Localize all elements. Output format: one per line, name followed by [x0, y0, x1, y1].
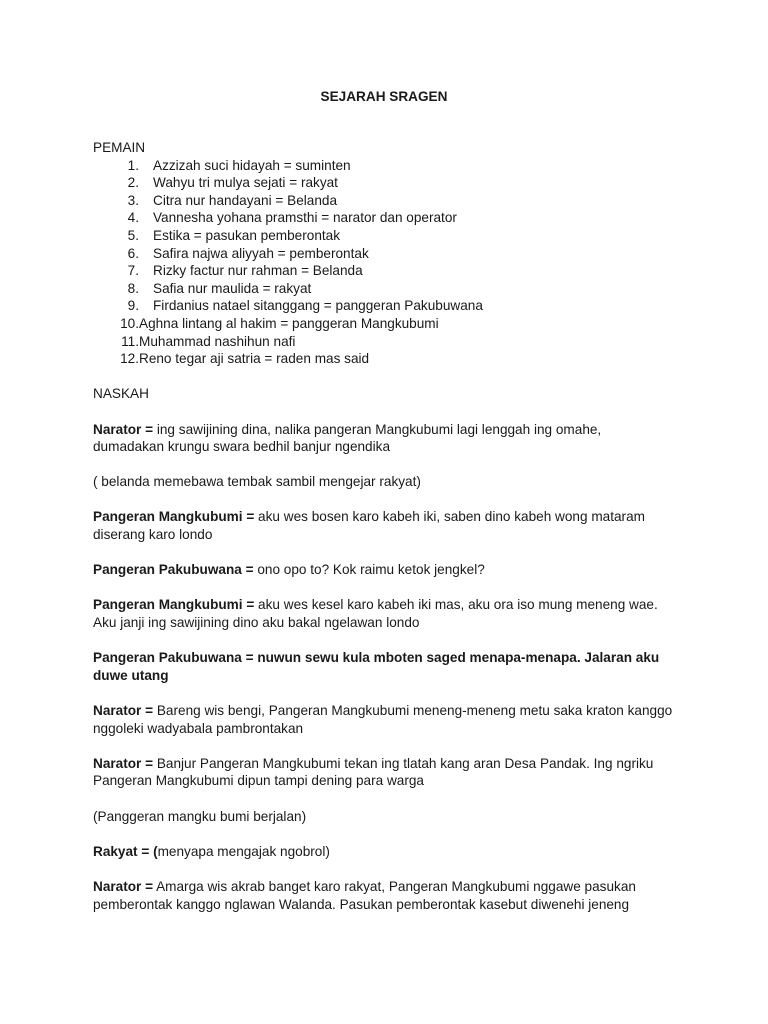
- speaker-label: Pangeran Mangkubumi =: [93, 597, 255, 613]
- dialogue-text: Banjur Pangeran Mangkubumi tekan ing tlatah kang aran Desa Pandak. Ing ngriku Pangeran Mangkubumi dipun tampi dening para warga: [93, 755, 654, 789]
- cast-item: [93, 157, 673, 175]
- stage-direction: [93, 808, 673, 826]
- cast-item: [93, 174, 673, 192]
- cast-number: 10.: [120, 315, 139, 331]
- speaker-label: Pangeran Pakubuwana =: [93, 562, 254, 578]
- script-paragraph: [93, 755, 673, 790]
- cast-text: Azzizah suci hidayah = suminten: [153, 157, 351, 173]
- cast-text: Vannesha yohana pramsthi = narator dan operator: [153, 210, 457, 226]
- speaker-label: Pangeran Mangkubumi =: [93, 509, 255, 525]
- cast-item: [93, 297, 673, 315]
- cast-number: 2.: [127, 175, 139, 191]
- document-body: [93, 139, 673, 913]
- cast-number: 11.: [121, 333, 139, 349]
- stage-direction: [93, 473, 673, 491]
- cast-number: 5.: [127, 227, 139, 243]
- script-paragraph: [93, 878, 673, 913]
- speaker-label: Narator =: [93, 703, 154, 718]
- cast-item: [93, 245, 673, 263]
- dialogue-text: (Panggeran mangku bumi berjalan): [93, 808, 307, 824]
- dialogue-text: aku wes kesel karo kabeh iki mas, aku ora iso mung meneng wae. Aku janji ing sawijining dino aku bakal ngelawan londo: [93, 597, 658, 631]
- dialogue-text: Bareng wis bengi, Pangeran Mangkubumi meneng-meneng metu saka kraton kanggo nggoleki wadyabala pambrontakan: [93, 703, 673, 736]
- cast-text: Muhammad nashihun nafi: [139, 333, 296, 349]
- document-title: SEJARAH SRAGEN: [320, 89, 448, 104]
- cast-text: Aghna lintang al hakim = panggeran Mangkubumi: [139, 315, 439, 331]
- script-paragraph: [93, 649, 673, 684]
- cast-number: 4.: [127, 210, 139, 226]
- cast-heading: PEMAIN: [93, 140, 146, 155]
- cast-item: [93, 192, 673, 210]
- speaker-label: Narator =: [93, 421, 154, 437]
- speaker-label: Narator =: [93, 878, 154, 894]
- cast-text: Citra nur handayani = Belanda: [153, 192, 338, 208]
- cast-item: [93, 209, 673, 227]
- cast-number: 3.: [127, 192, 139, 208]
- script-heading: NASKAH: [93, 386, 149, 402]
- cast-text: Safia nur maulida = rakyat: [153, 280, 312, 296]
- dialogue-text: aku wes bosen karo kabeh iki, saben dino kabeh wong mataram diserang karo londo: [93, 509, 645, 543]
- script-paragraph: [93, 561, 673, 579]
- cast-item: [93, 227, 673, 245]
- speaker-label: Narator =: [93, 755, 154, 771]
- speaker-label: Rakyat = (: [93, 843, 158, 859]
- cast-number: 12.: [120, 351, 139, 367]
- cast-text: Safira najwa aliyyah = pemberontak: [153, 245, 369, 261]
- cast-number: 9.: [127, 298, 139, 314]
- cast-item: [93, 280, 673, 298]
- cast-number: 7.: [127, 263, 139, 279]
- cast-item: [93, 350, 673, 368]
- cast-text: Wahyu tri mulya sejati = rakyat: [153, 175, 338, 191]
- cast-item: [93, 262, 673, 280]
- dialogue-text: ( belanda memebawa tembak sambil mengejar rakyat): [93, 474, 421, 490]
- cast-number: 8.: [127, 280, 139, 296]
- script-paragraph: [93, 702, 673, 737]
- cast-list: [93, 157, 673, 368]
- dialogue-text: ing sawijining dina, nalika pangeran Mangkubumi lagi lenggah ing omahe, dumadakan krungu swara bedhil banjur ngendika: [93, 421, 602, 455]
- cast-text: Estika = pasukan pemberontak: [153, 227, 341, 243]
- script-paragraph: [93, 596, 673, 631]
- cast-number: 1.: [127, 157, 139, 173]
- cast-text: Reno tegar aji satria = raden mas said: [139, 351, 370, 367]
- cast-item: [93, 315, 673, 333]
- cast-number: 6.: [127, 245, 139, 261]
- cast-text: Rizky factur nur rahman = Belanda: [153, 263, 363, 279]
- dialogue-text: Amarga wis akrab banget karo rakyat, Pangeran Mangkubumi nggawe pasukan pemberontak kanggo nglawan Walanda. Pasukan pemberontak kasebut diwenehi jeneng: [93, 878, 636, 912]
- dialogue-text: menyapa mengajak ngobrol): [157, 843, 330, 859]
- script-paragraph: [93, 421, 673, 456]
- script-paragraph: [93, 508, 673, 543]
- dialogue-text: ono opo to? Kok raimu ketok jengkel?: [253, 562, 485, 578]
- cast-item: [93, 333, 673, 351]
- speaker-label: Pangeran Pakubuwana = nuwun sewu kula mboten saged menapa-menapa. Jalaran aku duwe utang: [93, 650, 660, 683]
- cast-text: Firdanius natael sitanggang = panggeran Pakubuwana: [153, 298, 483, 314]
- script-paragraph: [93, 843, 673, 861]
